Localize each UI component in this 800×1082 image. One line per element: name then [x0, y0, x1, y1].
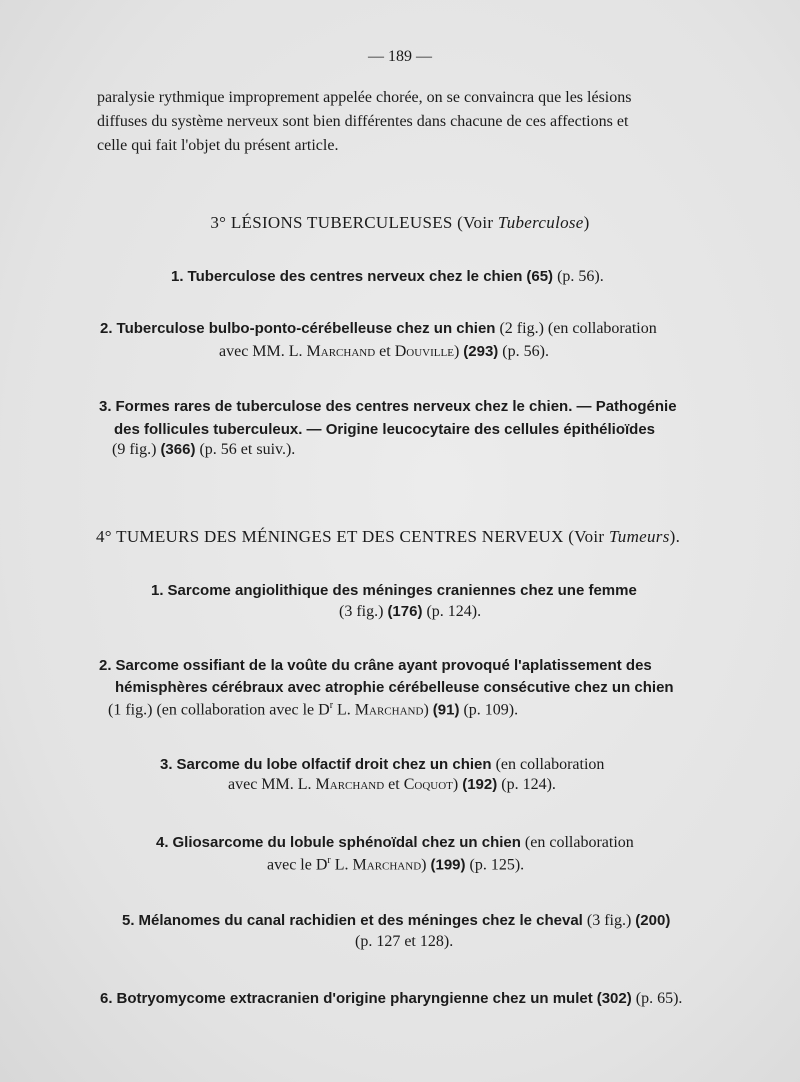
- s3-entry-2-line-2: [219, 343, 549, 361]
- entry-author-1: L. Marchand: [334, 856, 422, 874]
- s4-entry-2-line-2: [115, 679, 674, 697]
- s4-entry-2-line-3: [108, 700, 518, 719]
- entry-figs: (1 fig.): [108, 701, 153, 719]
- entry-collab-close: ): [423, 701, 429, 719]
- entry-number: 2.: [99, 657, 112, 674]
- entry-collab-prefix: avec MM.: [228, 776, 298, 793]
- entry-collab: (en collaboration avec le D: [156, 701, 330, 719]
- entry-author-2: Coquot: [403, 776, 453, 793]
- s4-entry-1-line-2: [339, 603, 481, 621]
- entry-collab: (en collaboration: [524, 834, 634, 851]
- entry-ref: (65): [526, 268, 554, 285]
- entry-ref: (176): [387, 603, 423, 620]
- entry-page: (p. 65).: [635, 990, 683, 1007]
- entry-number: 4.: [156, 834, 169, 851]
- entry-ref: (192): [462, 776, 498, 793]
- s4-entry-3-line-2: [228, 776, 556, 794]
- entry-collab-sup: r: [329, 700, 334, 711]
- entry-page: (p. 109).: [463, 701, 519, 719]
- s4-entry-6: [100, 990, 682, 1008]
- entry-author-1: L. Marchand: [337, 701, 424, 719]
- entry-title: Sarcome du lobe olfactif droit chez un chien: [176, 756, 492, 773]
- entry-number: 3.: [160, 756, 173, 773]
- entry-number: 6.: [100, 990, 113, 1007]
- entry-author-2: Douville: [394, 343, 454, 360]
- entry-title: Mélanomes du canal rachidien et des méninges chez le cheval: [138, 912, 583, 929]
- intro-line-3: celle qui fait l'objet du présent article.: [97, 137, 339, 154]
- section-3-heading-suffix: ): [583, 213, 590, 232]
- s4-entry-4-line-2: [267, 855, 524, 874]
- section-4-heading-text: 4° TUMEURS DES MÉNINGES ET DES CENTRES NERVEUX (Voir: [96, 527, 609, 546]
- entry-ref: (199): [430, 856, 466, 874]
- entry-collab-prefix: avec le D: [267, 856, 328, 874]
- entry-collab-and: et: [375, 343, 395, 360]
- section-4-heading: [96, 527, 680, 547]
- entry-page: (p. 127 et 128).: [355, 933, 454, 950]
- entry-collab-close: ): [453, 343, 460, 360]
- entry-ref: (293): [463, 343, 499, 360]
- entry-collab-close: ): [452, 776, 459, 793]
- entry-collab-sup: r: [327, 855, 331, 866]
- entry-collab: (en collaboration: [495, 756, 605, 773]
- entry-page: (p. 125).: [469, 856, 525, 874]
- s3-entry-1: [171, 268, 604, 286]
- entry-number: 1.: [171, 268, 184, 285]
- entry-ref: (366): [160, 441, 196, 458]
- entry-figs: (2 fig.): [499, 320, 544, 337]
- entry-collab-close: ): [421, 856, 427, 874]
- intro-line-1: paralysie rythmique improprement appelée chorée, on se convaincra que les lésions: [97, 89, 632, 106]
- entry-title: Tuberculose bulbo-ponto-cérébelleuse chez un chien: [116, 320, 496, 337]
- entry-figs: (3 fig.): [586, 912, 632, 929]
- entry-page: (p. 56).: [557, 268, 604, 285]
- entry-number: 2.: [100, 320, 113, 337]
- section-4-heading-italic: Tumeurs: [608, 527, 670, 546]
- s3-entry-3-line-3: [112, 441, 295, 459]
- s4-entry-1-line-1: [151, 582, 637, 600]
- entry-figs: (9 fig.): [112, 441, 157, 458]
- entry-collab: (en collaboration: [547, 320, 657, 337]
- entry-title: Formes rares de tuberculose des centres nerveux chez le chien. — Pathogénie: [115, 398, 677, 415]
- s3-entry-2-line-1: [100, 320, 657, 338]
- entry-ref: (200): [635, 912, 671, 929]
- s3-entry-3-line-1: [99, 398, 677, 416]
- s4-entry-5-line-2: [355, 933, 453, 951]
- entry-figs: (3 fig.): [339, 603, 384, 620]
- entry-ref: (91): [432, 701, 460, 719]
- section-3-heading-text: 3° LÉSIONS TUBERCULEUSES (Voir: [210, 213, 498, 232]
- entry-collab-prefix: avec MM.: [219, 343, 289, 360]
- section-3-heading-italic: Tuberculose: [497, 213, 584, 232]
- entry-author-1: L. Marchand: [297, 776, 385, 793]
- entry-page: (p. 124).: [501, 776, 556, 793]
- entry-title: Gliosarcome du lobule sphénoïdal chez un chien: [172, 834, 521, 851]
- intro-line-2: diffuses du système nerveux sont bien différentes dans chacune de ces affections et: [97, 113, 629, 130]
- section-4-heading-suffix: ).: [669, 527, 681, 546]
- section-3-heading: [0, 213, 800, 233]
- s4-entry-5-line-1: [122, 912, 670, 930]
- entry-page: (p. 124).: [426, 603, 482, 620]
- entry-author-1: L. Marchand: [288, 343, 376, 360]
- s4-entry-4-line-1: [156, 834, 634, 852]
- entry-number: 3.: [99, 398, 112, 415]
- entry-title: Sarcome ossifiant de la voûte du crâne ayant provoqué l'aplatissement des: [115, 657, 652, 674]
- entry-ref: (302): [596, 990, 632, 1007]
- entry-title: Botryomycome extracranien d'origine pharyngienne chez un mulet: [116, 990, 593, 1007]
- s4-entry-3-line-1: [160, 756, 604, 774]
- entry-title: Sarcome angiolithique des méninges craniennes chez une femme: [167, 582, 637, 599]
- entry-number: 1.: [151, 582, 164, 599]
- page-number: — 189 —: [368, 48, 432, 65]
- s3-entry-3-line-2: [114, 421, 655, 439]
- entry-number: 5.: [122, 912, 135, 929]
- entry-collab-and: et: [384, 776, 404, 793]
- entry-page: (p. 56).: [502, 343, 549, 360]
- entry-page: (p. 56 et suiv.).: [199, 441, 296, 458]
- s4-entry-2-line-1: [99, 657, 652, 675]
- entry-title-cont: hémisphères cérébraux avec atrophie cérébelleuse consécutive chez un chien: [115, 679, 674, 696]
- entry-title: Tuberculose des centres nerveux chez le chien: [187, 268, 523, 285]
- entry-title-cont: des follicules tuberculeux. — Origine leucocytaire des cellules épithélioïdes: [114, 421, 656, 438]
